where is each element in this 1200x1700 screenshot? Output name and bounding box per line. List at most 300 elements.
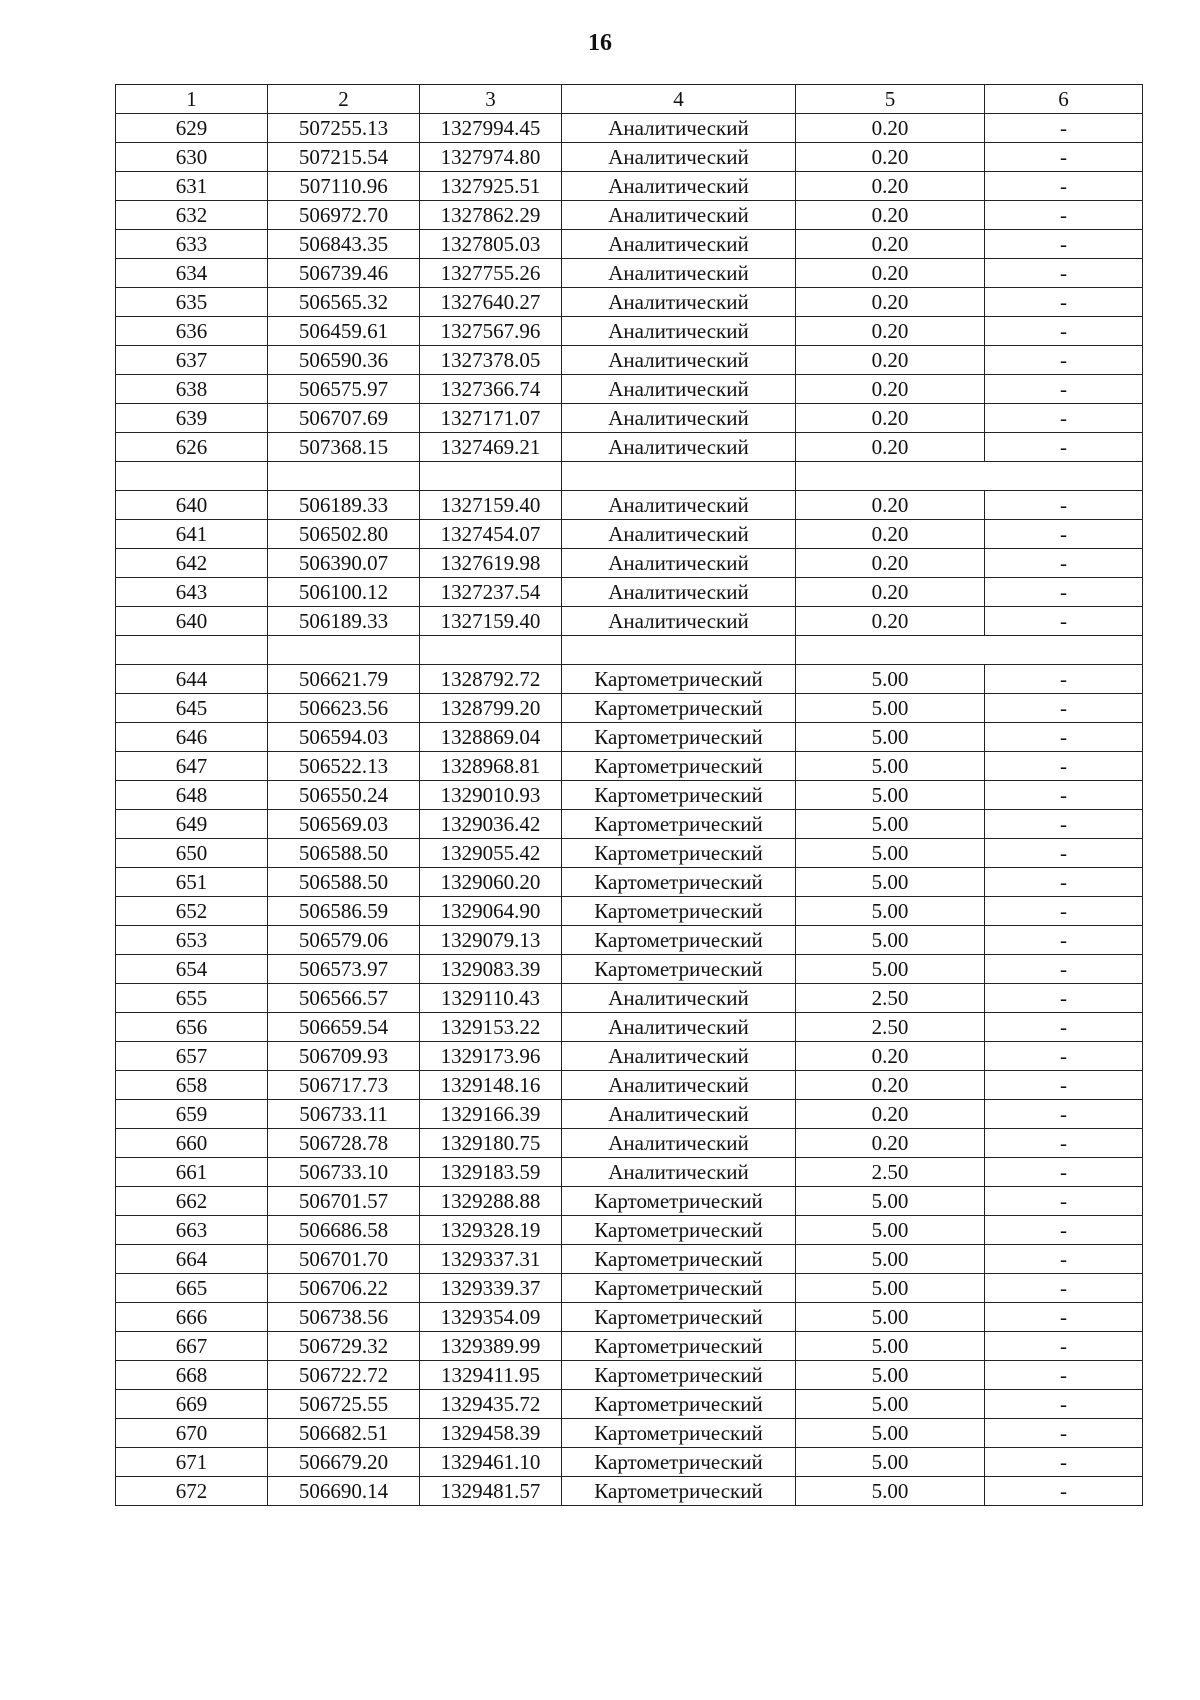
cell-y-coordinate: 1327805.03 <box>420 230 562 259</box>
cell-method: Картометрический <box>562 694 796 723</box>
cell-note: - <box>985 346 1143 375</box>
cell-method: Картометрический <box>562 1419 796 1448</box>
cell-x-coordinate: 507368.15 <box>268 433 420 462</box>
table-row <box>116 926 1143 955</box>
cell-accuracy: 0.20 <box>796 1100 985 1129</box>
cell-accuracy: 2.50 <box>796 984 985 1013</box>
cell-point-number: 646 <box>116 723 268 752</box>
coordinates-table <box>115 84 1143 1506</box>
cell-x-coordinate: 506588.50 <box>268 868 420 897</box>
blank-cell <box>268 462 420 491</box>
cell-point-number: 649 <box>116 810 268 839</box>
table-row <box>116 1129 1143 1158</box>
cell-y-coordinate: 1329411.95 <box>420 1361 562 1390</box>
cell-x-coordinate: 506575.97 <box>268 375 420 404</box>
cell-method: Картометрический <box>562 1361 796 1390</box>
table-row <box>116 549 1143 578</box>
cell-x-coordinate: 506686.58 <box>268 1216 420 1245</box>
cell-point-number: 631 <box>116 172 268 201</box>
cell-x-coordinate: 506100.12 <box>268 578 420 607</box>
cell-method: Аналитический <box>562 259 796 288</box>
cell-y-coordinate: 1329055.42 <box>420 839 562 868</box>
cell-method: Картометрический <box>562 723 796 752</box>
table-row <box>116 694 1143 723</box>
cell-note: - <box>985 868 1143 897</box>
cell-method: Картометрический <box>562 810 796 839</box>
cell-accuracy: 5.00 <box>796 1390 985 1419</box>
table-row <box>116 665 1143 694</box>
cell-method: Картометрический <box>562 868 796 897</box>
table-body <box>116 114 1143 1506</box>
cell-accuracy: 5.00 <box>796 868 985 897</box>
table-row <box>116 1071 1143 1100</box>
cell-accuracy: 5.00 <box>796 926 985 955</box>
cell-method: Картометрический <box>562 752 796 781</box>
cell-point-number: 659 <box>116 1100 268 1129</box>
cell-y-coordinate: 1328869.04 <box>420 723 562 752</box>
cell-x-coordinate: 506972.70 <box>268 201 420 230</box>
cell-y-coordinate: 1327159.40 <box>420 491 562 520</box>
cell-x-coordinate: 506709.93 <box>268 1042 420 1071</box>
cell-point-number: 666 <box>116 1303 268 1332</box>
table-row <box>116 1216 1143 1245</box>
cell-x-coordinate: 506717.73 <box>268 1071 420 1100</box>
cell-x-coordinate: 507255.13 <box>268 114 420 143</box>
cell-method: Аналитический <box>562 143 796 172</box>
cell-x-coordinate: 507215.54 <box>268 143 420 172</box>
table-row <box>116 1245 1143 1274</box>
cell-note: - <box>985 1361 1143 1390</box>
table-row <box>116 520 1143 549</box>
cell-note: - <box>985 781 1143 810</box>
cell-y-coordinate: 1329036.42 <box>420 810 562 839</box>
table-row <box>116 1303 1143 1332</box>
header-row <box>116 85 1143 114</box>
cell-note: - <box>985 1332 1143 1361</box>
cell-y-coordinate: 1329481.57 <box>420 1477 562 1506</box>
cell-point-number: 671 <box>116 1448 268 1477</box>
cell-x-coordinate: 506728.78 <box>268 1129 420 1158</box>
cell-accuracy: 5.00 <box>796 1448 985 1477</box>
cell-note: - <box>985 955 1143 984</box>
cell-method: Аналитический <box>562 375 796 404</box>
cell-accuracy: 5.00 <box>796 1361 985 1390</box>
cell-method: Аналитический <box>562 317 796 346</box>
table-row <box>116 375 1143 404</box>
table-row <box>116 1419 1143 1448</box>
cell-x-coordinate: 506189.33 <box>268 607 420 636</box>
cell-note: - <box>985 172 1143 201</box>
cell-accuracy: 0.20 <box>796 1042 985 1071</box>
cell-note: - <box>985 723 1143 752</box>
table-row <box>116 607 1143 636</box>
cell-x-coordinate: 506725.55 <box>268 1390 420 1419</box>
cell-y-coordinate: 1329110.43 <box>420 984 562 1013</box>
cell-note: - <box>985 1477 1143 1506</box>
cell-method: Картометрический <box>562 926 796 955</box>
cell-x-coordinate: 506843.35 <box>268 230 420 259</box>
table-row <box>116 201 1143 230</box>
cell-note: - <box>985 1042 1143 1071</box>
cell-accuracy: 5.00 <box>796 781 985 810</box>
blank-cell <box>420 636 562 665</box>
table-row <box>116 1477 1143 1506</box>
table-row <box>116 955 1143 984</box>
table-row <box>116 1390 1143 1419</box>
page-number: 16 <box>588 30 612 56</box>
table-row <box>116 1100 1143 1129</box>
cell-y-coordinate: 1328792.72 <box>420 665 562 694</box>
cell-note: - <box>985 1303 1143 1332</box>
cell-x-coordinate: 506550.24 <box>268 781 420 810</box>
cell-y-coordinate: 1329458.39 <box>420 1419 562 1448</box>
cell-point-number: 629 <box>116 114 268 143</box>
cell-note: - <box>985 143 1143 172</box>
cell-note: - <box>985 810 1143 839</box>
cell-point-number: 644 <box>116 665 268 694</box>
cell-accuracy: 0.20 <box>796 404 985 433</box>
cell-x-coordinate: 506459.61 <box>268 317 420 346</box>
cell-accuracy: 0.20 <box>796 520 985 549</box>
cell-y-coordinate: 1328799.20 <box>420 694 562 723</box>
cell-y-coordinate: 1329183.59 <box>420 1158 562 1187</box>
cell-accuracy: 5.00 <box>796 752 985 781</box>
cell-method: Аналитический <box>562 288 796 317</box>
cell-note: - <box>985 1100 1143 1129</box>
cell-x-coordinate: 506738.56 <box>268 1303 420 1332</box>
cell-note: - <box>985 694 1143 723</box>
cell-y-coordinate: 1327171.07 <box>420 404 562 433</box>
header-cell-6: 6 <box>985 85 1143 114</box>
cell-note: - <box>985 520 1143 549</box>
table-row <box>116 288 1143 317</box>
cell-y-coordinate: 1327567.96 <box>420 317 562 346</box>
cell-note: - <box>985 114 1143 143</box>
cell-accuracy: 5.00 <box>796 1477 985 1506</box>
cell-note: - <box>985 1390 1143 1419</box>
cell-accuracy: 0.20 <box>796 259 985 288</box>
cell-point-number: 636 <box>116 317 268 346</box>
cell-note: - <box>985 665 1143 694</box>
cell-x-coordinate: 506733.10 <box>268 1158 420 1187</box>
cell-note: - <box>985 607 1143 636</box>
table-row <box>116 143 1143 172</box>
table-row <box>116 781 1143 810</box>
table-row <box>116 1332 1143 1361</box>
cell-x-coordinate: 506573.97 <box>268 955 420 984</box>
cell-accuracy: 5.00 <box>796 1332 985 1361</box>
cell-note: - <box>985 1274 1143 1303</box>
cell-method: Аналитический <box>562 1158 796 1187</box>
cell-note: - <box>985 1448 1143 1477</box>
cell-y-coordinate: 1329083.39 <box>420 955 562 984</box>
cell-method: Аналитический <box>562 346 796 375</box>
table-row <box>116 172 1143 201</box>
cell-point-number: 633 <box>116 230 268 259</box>
cell-method: Аналитический <box>562 114 796 143</box>
cell-y-coordinate: 1327378.05 <box>420 346 562 375</box>
cell-x-coordinate: 506566.57 <box>268 984 420 1013</box>
cell-point-number: 642 <box>116 549 268 578</box>
cell-x-coordinate: 506621.79 <box>268 665 420 694</box>
cell-point-number: 630 <box>116 143 268 172</box>
cell-x-coordinate: 506690.14 <box>268 1477 420 1506</box>
cell-x-coordinate: 506390.07 <box>268 549 420 578</box>
blank-cell <box>796 636 1143 665</box>
cell-note: - <box>985 433 1143 462</box>
cell-method: Аналитический <box>562 1071 796 1100</box>
cell-accuracy: 0.20 <box>796 114 985 143</box>
blank-cell <box>116 636 268 665</box>
cell-x-coordinate: 506722.72 <box>268 1361 420 1390</box>
cell-y-coordinate: 1329354.09 <box>420 1303 562 1332</box>
cell-point-number: 667 <box>116 1332 268 1361</box>
header-cell-4: 4 <box>562 85 796 114</box>
cell-accuracy: 5.00 <box>796 1419 985 1448</box>
cell-y-coordinate: 1329339.37 <box>420 1274 562 1303</box>
cell-x-coordinate: 506707.69 <box>268 404 420 433</box>
cell-accuracy: 5.00 <box>796 1187 985 1216</box>
cell-x-coordinate: 506586.59 <box>268 897 420 926</box>
table-row <box>116 346 1143 375</box>
cell-point-number: 650 <box>116 839 268 868</box>
cell-point-number: 655 <box>116 984 268 1013</box>
cell-x-coordinate: 506502.80 <box>268 520 420 549</box>
cell-method: Картометрический <box>562 1187 796 1216</box>
blank-cell <box>420 462 562 491</box>
cell-y-coordinate: 1327619.98 <box>420 549 562 578</box>
cell-accuracy: 5.00 <box>796 839 985 868</box>
cell-point-number: 660 <box>116 1129 268 1158</box>
cell-accuracy: 0.20 <box>796 143 985 172</box>
cell-method: Аналитический <box>562 1042 796 1071</box>
cell-method: Аналитический <box>562 520 796 549</box>
cell-y-coordinate: 1329079.13 <box>420 926 562 955</box>
table-row <box>116 491 1143 520</box>
cell-method: Картометрический <box>562 839 796 868</box>
table-row <box>116 259 1143 288</box>
cell-x-coordinate: 506706.22 <box>268 1274 420 1303</box>
cell-x-coordinate: 507110.96 <box>268 172 420 201</box>
cell-y-coordinate: 1329173.96 <box>420 1042 562 1071</box>
cell-note: - <box>985 752 1143 781</box>
blank-cell <box>562 462 796 491</box>
cell-accuracy: 0.20 <box>796 1071 985 1100</box>
cell-point-number: 648 <box>116 781 268 810</box>
cell-method: Аналитический <box>562 201 796 230</box>
cell-point-number: 640 <box>116 491 268 520</box>
cell-y-coordinate: 1327925.51 <box>420 172 562 201</box>
cell-y-coordinate: 1329180.75 <box>420 1129 562 1158</box>
cell-x-coordinate: 506588.50 <box>268 839 420 868</box>
cell-point-number: 638 <box>116 375 268 404</box>
cell-accuracy: 0.20 <box>796 317 985 346</box>
cell-note: - <box>985 491 1143 520</box>
table-row <box>116 1361 1143 1390</box>
table-row <box>116 1448 1143 1477</box>
cell-x-coordinate: 506565.32 <box>268 288 420 317</box>
cell-point-number: 645 <box>116 694 268 723</box>
cell-y-coordinate: 1329435.72 <box>420 1390 562 1419</box>
blank-cell <box>116 462 268 491</box>
cell-method: Аналитический <box>562 404 796 433</box>
cell-point-number: 669 <box>116 1390 268 1419</box>
cell-accuracy: 0.20 <box>796 549 985 578</box>
header-cell-3: 3 <box>420 85 562 114</box>
header-cell-5: 5 <box>796 85 985 114</box>
cell-point-number: 662 <box>116 1187 268 1216</box>
cell-note: - <box>985 839 1143 868</box>
cell-note: - <box>985 1245 1143 1274</box>
cell-method: Картометрический <box>562 1332 796 1361</box>
cell-y-coordinate: 1328968.81 <box>420 752 562 781</box>
cell-point-number: 661 <box>116 1158 268 1187</box>
table-row <box>116 1013 1143 1042</box>
cell-y-coordinate: 1327974.80 <box>420 143 562 172</box>
table-row <box>116 723 1143 752</box>
cell-method: Картометрический <box>562 1303 796 1332</box>
cell-method: Картометрический <box>562 665 796 694</box>
table-row <box>116 230 1143 259</box>
cell-note: - <box>985 1158 1143 1187</box>
cell-method: Картометрический <box>562 781 796 810</box>
cell-accuracy: 5.00 <box>796 1216 985 1245</box>
table-row <box>116 868 1143 897</box>
cell-method: Картометрический <box>562 1274 796 1303</box>
cell-accuracy: 5.00 <box>796 694 985 723</box>
cell-accuracy: 5.00 <box>796 1245 985 1274</box>
cell-accuracy: 0.20 <box>796 433 985 462</box>
table-row <box>116 752 1143 781</box>
cell-x-coordinate: 506733.11 <box>268 1100 420 1129</box>
cell-y-coordinate: 1327454.07 <box>420 520 562 549</box>
cell-method: Аналитический <box>562 172 796 201</box>
cell-note: - <box>985 1187 1143 1216</box>
cell-x-coordinate: 506701.70 <box>268 1245 420 1274</box>
cell-method: Аналитический <box>562 984 796 1013</box>
cell-note: - <box>985 1129 1143 1158</box>
cell-x-coordinate: 506679.20 <box>268 1448 420 1477</box>
cell-point-number: 640 <box>116 607 268 636</box>
cell-point-number: 658 <box>116 1071 268 1100</box>
cell-accuracy: 5.00 <box>796 955 985 984</box>
cell-point-number: 651 <box>116 868 268 897</box>
cell-note: - <box>985 578 1143 607</box>
cell-x-coordinate: 506522.13 <box>268 752 420 781</box>
cell-method: Картометрический <box>562 1245 796 1274</box>
cell-note: - <box>985 984 1143 1013</box>
cell-note: - <box>985 201 1143 230</box>
cell-x-coordinate: 506569.03 <box>268 810 420 839</box>
cell-y-coordinate: 1327237.54 <box>420 578 562 607</box>
cell-accuracy: 5.00 <box>796 810 985 839</box>
cell-point-number: 639 <box>116 404 268 433</box>
cell-y-coordinate: 1329010.93 <box>420 781 562 810</box>
cell-y-coordinate: 1327159.40 <box>420 607 562 636</box>
cell-point-number: 634 <box>116 259 268 288</box>
cell-point-number: 647 <box>116 752 268 781</box>
cell-accuracy: 0.20 <box>796 230 985 259</box>
cell-accuracy: 0.20 <box>796 491 985 520</box>
header-cell-2: 2 <box>268 85 420 114</box>
cell-x-coordinate: 506590.36 <box>268 346 420 375</box>
cell-accuracy: 0.20 <box>796 375 985 404</box>
table-row <box>116 317 1143 346</box>
table-row <box>116 984 1143 1013</box>
cell-note: - <box>985 1071 1143 1100</box>
cell-accuracy: 5.00 <box>796 665 985 694</box>
cell-x-coordinate: 506659.54 <box>268 1013 420 1042</box>
table-row <box>116 578 1143 607</box>
cell-method: Картометрический <box>562 1390 796 1419</box>
cell-y-coordinate: 1327469.21 <box>420 433 562 462</box>
cell-x-coordinate: 506189.33 <box>268 491 420 520</box>
cell-method: Аналитический <box>562 549 796 578</box>
cell-note: - <box>985 897 1143 926</box>
cell-point-number: 626 <box>116 433 268 462</box>
cell-y-coordinate: 1329166.39 <box>420 1100 562 1129</box>
cell-point-number: 672 <box>116 1477 268 1506</box>
cell-method: Картометрический <box>562 1477 796 1506</box>
cell-accuracy: 0.20 <box>796 201 985 230</box>
cell-method: Аналитический <box>562 607 796 636</box>
cell-y-coordinate: 1329060.20 <box>420 868 562 897</box>
table-row <box>116 1158 1143 1187</box>
cell-note: - <box>985 1013 1143 1042</box>
cell-method: Аналитический <box>562 433 796 462</box>
cell-note: - <box>985 549 1143 578</box>
cell-point-number: 670 <box>116 1419 268 1448</box>
cell-point-number: 653 <box>116 926 268 955</box>
cell-accuracy: 5.00 <box>796 723 985 752</box>
cell-y-coordinate: 1329389.99 <box>420 1332 562 1361</box>
table-row <box>116 1274 1143 1303</box>
table-row <box>116 839 1143 868</box>
table-row <box>116 897 1143 926</box>
cell-x-coordinate: 506682.51 <box>268 1419 420 1448</box>
blank-separator-row <box>116 462 1143 491</box>
cell-y-coordinate: 1329328.19 <box>420 1216 562 1245</box>
cell-accuracy: 5.00 <box>796 897 985 926</box>
table-row <box>116 433 1143 462</box>
cell-method: Аналитический <box>562 578 796 607</box>
cell-y-coordinate: 1329288.88 <box>420 1187 562 1216</box>
cell-note: - <box>985 259 1143 288</box>
cell-method: Аналитический <box>562 230 796 259</box>
cell-accuracy: 0.20 <box>796 172 985 201</box>
cell-accuracy: 0.20 <box>796 346 985 375</box>
cell-y-coordinate: 1327755.26 <box>420 259 562 288</box>
blank-cell <box>796 462 1143 491</box>
cell-point-number: 635 <box>116 288 268 317</box>
cell-note: - <box>985 1419 1143 1448</box>
cell-point-number: 641 <box>116 520 268 549</box>
table-row <box>116 810 1143 839</box>
cell-y-coordinate: 1327640.27 <box>420 288 562 317</box>
header-cell-1: 1 <box>116 85 268 114</box>
cell-accuracy: 2.50 <box>796 1158 985 1187</box>
cell-y-coordinate: 1327994.45 <box>420 114 562 143</box>
table-row <box>116 114 1143 143</box>
cell-method: Картометрический <box>562 897 796 926</box>
cell-y-coordinate: 1327862.29 <box>420 201 562 230</box>
cell-y-coordinate: 1329337.31 <box>420 1245 562 1274</box>
cell-point-number: 656 <box>116 1013 268 1042</box>
cell-accuracy: 0.20 <box>796 1129 985 1158</box>
cell-point-number: 663 <box>116 1216 268 1245</box>
cell-method: Аналитический <box>562 491 796 520</box>
cell-point-number: 652 <box>116 897 268 926</box>
